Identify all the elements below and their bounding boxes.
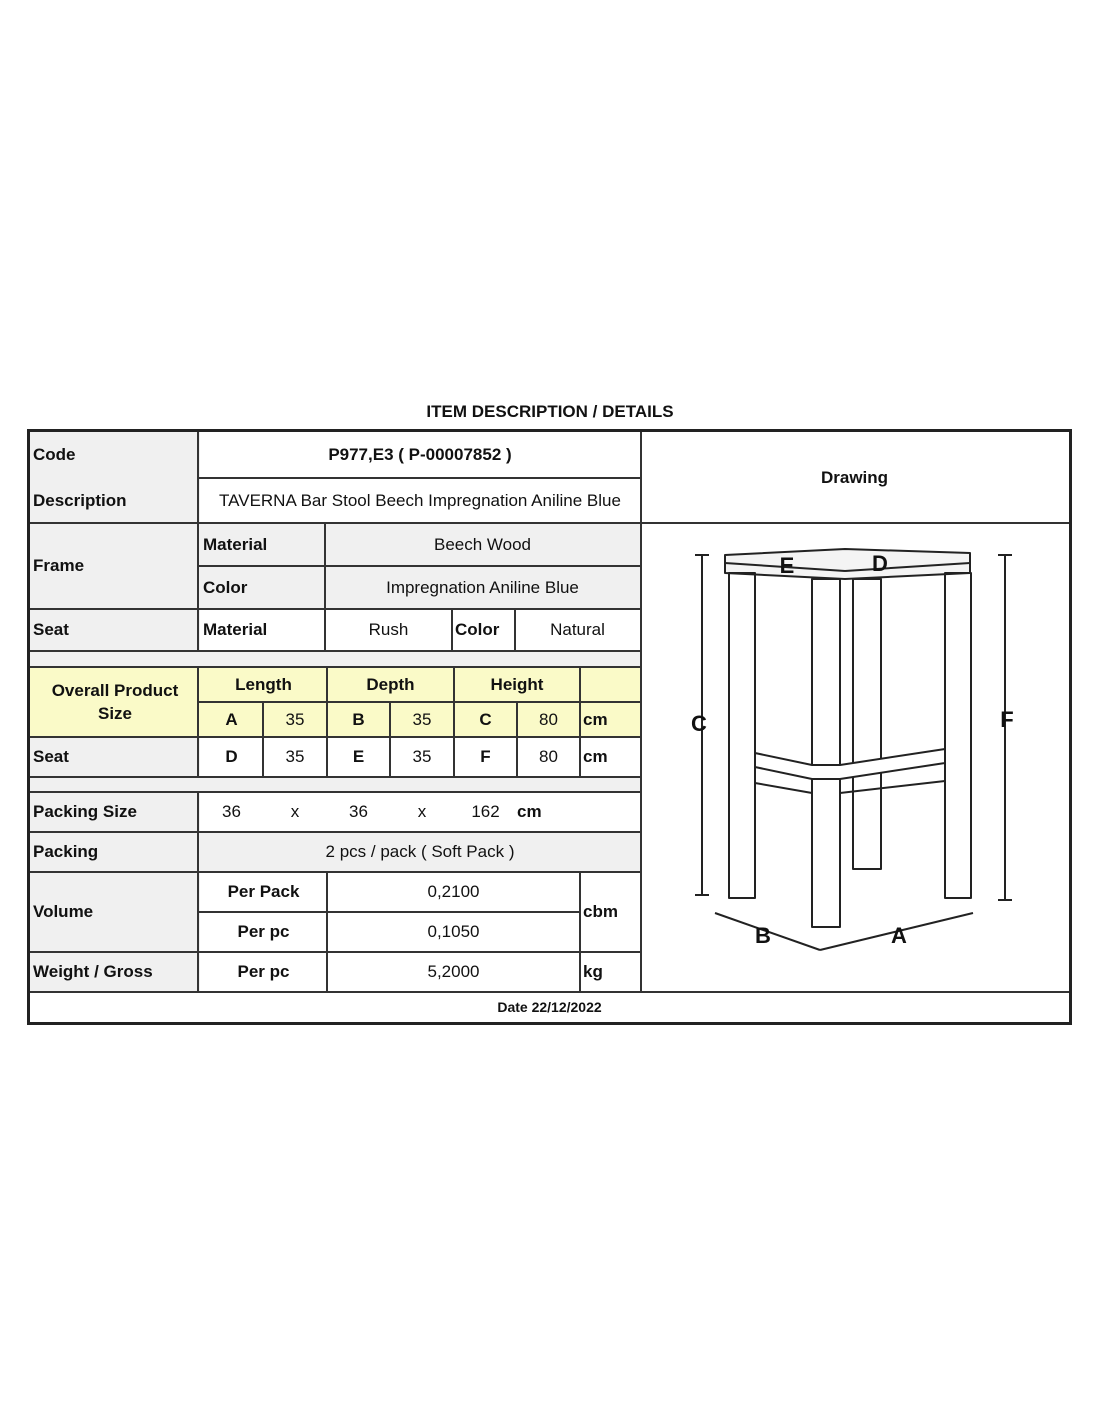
grid-line [640, 432, 642, 992]
volume-per-pc-label: Per pc [237, 922, 290, 941]
volume-per-pc-value: 0,1050 [427, 922, 480, 941]
code-value: P977,E3 ( P-00007852 ) [328, 445, 512, 464]
d-value: 35 [285, 747, 305, 766]
frame-material-value: Beech Wood [433, 534, 532, 554]
frame-label: Frame [33, 556, 85, 575]
c-label: C [479, 709, 492, 729]
frame-material-label: Material [203, 534, 268, 554]
spacer-bg-2 [30, 777, 640, 792]
grid-line [30, 871, 640, 873]
sheet-title: ITEM DESCRIPTION / DETAILS [426, 402, 674, 421]
front-right-leg [945, 573, 971, 898]
volume-unit: cbm [583, 902, 618, 921]
grid-line [579, 872, 581, 992]
grid-line [30, 650, 640, 652]
seat-size-unit: cm [583, 747, 608, 766]
grid-line [514, 609, 516, 651]
b-value: 35 [412, 709, 432, 729]
packing-height: 162 [471, 802, 500, 821]
front-center-leg [812, 579, 840, 927]
grid-line [324, 523, 326, 651]
frame-color-value: Impregnation Aniline Blue [386, 577, 579, 597]
description-value: TAVERNA Bar Stool Beech Impregnation Aniline Blue [219, 490, 621, 510]
grid-line [30, 831, 640, 833]
packing-x-1: x [290, 802, 300, 821]
volume-per-pack-value: 0,2100 [427, 882, 480, 901]
grid-line [198, 565, 640, 567]
grid-line [262, 702, 264, 777]
weight-label: Weight / Gross [33, 962, 153, 981]
weight-per-pc-label: Per pc [237, 962, 290, 981]
stool-drawing [655, 535, 1015, 975]
packing-width: 36 [222, 802, 241, 821]
grid-line [30, 736, 640, 738]
grid-line [30, 951, 640, 953]
grid-line [516, 702, 518, 777]
seat-size-label: Seat [33, 747, 69, 766]
weight-value: 5,2000 [427, 962, 480, 981]
code-label: Code [33, 445, 76, 464]
drawing-letter-b: B [755, 923, 771, 948]
c-value: 80 [539, 709, 558, 729]
drawing-letter-c: C [691, 711, 707, 736]
overall-unit: cm [583, 709, 608, 729]
depth-header: Depth [366, 674, 415, 694]
a-label: A [225, 709, 238, 729]
d-label: D [225, 747, 238, 766]
seat-top [725, 549, 970, 579]
frame-color-label: Color [203, 577, 248, 597]
back-leg [853, 579, 881, 869]
seat-color-label: Color [455, 620, 500, 639]
drawing-letter-f: F [1000, 707, 1014, 732]
packing-depth: 36 [349, 802, 368, 821]
packing-value: 2 pcs / pack ( Soft Pack ) [325, 842, 515, 861]
drawing-letter-d: D [872, 551, 888, 576]
length-header: Length [235, 674, 292, 694]
grid-line [30, 522, 1069, 524]
e-label: E [352, 747, 365, 766]
grid-line [30, 791, 640, 793]
grid-line [198, 701, 640, 703]
grid-line [197, 432, 199, 651]
front-left-leg [729, 573, 755, 898]
grid-line [30, 608, 640, 610]
weight-unit: kg [583, 962, 603, 981]
grid-line [30, 776, 640, 778]
grid-line [451, 609, 453, 651]
stretcher-line [755, 783, 812, 793]
e-value: 35 [412, 747, 432, 766]
grid-line [198, 911, 580, 913]
f-label: F [480, 747, 491, 766]
packing-size-unit: cm [517, 802, 542, 821]
a-value: 35 [285, 709, 305, 729]
description-label: Description [33, 490, 127, 510]
grid-line [198, 477, 640, 479]
drawing-letter-a: A [891, 923, 907, 948]
grid-line [453, 667, 455, 777]
seat-color-value: Natural [550, 620, 605, 639]
overall-size-label: Overall Product Size [51, 681, 179, 723]
date: Date 22/12/2022 [497, 999, 602, 1015]
grid-line [326, 667, 328, 777]
volume-per-pack-label: Per Pack [227, 882, 300, 901]
seat-label: Seat [33, 620, 69, 639]
packing-size-label: Packing Size [33, 802, 137, 821]
grid-line [326, 872, 328, 992]
height-header: Height [490, 674, 544, 694]
volume-label: Volume [33, 902, 94, 921]
seat-material-label: Material [203, 620, 268, 639]
b-label: B [352, 709, 365, 729]
packing-x-2: x [417, 802, 427, 821]
grid-line [197, 791, 199, 992]
stretcher-line [840, 781, 945, 793]
grid-line [197, 666, 199, 777]
f-value: 80 [539, 747, 558, 766]
seat-material-value: Rush [368, 620, 409, 639]
drawing-label: Drawing [820, 467, 889, 487]
stretcher [755, 749, 945, 779]
grid-line [579, 667, 581, 777]
spacer-bg-1 [30, 651, 640, 667]
drawing-letter-e: E [779, 553, 795, 578]
grid-line [30, 991, 1069, 993]
grid-line [30, 666, 640, 668]
grid-line [389, 702, 391, 777]
packing-label: Packing [33, 842, 99, 861]
